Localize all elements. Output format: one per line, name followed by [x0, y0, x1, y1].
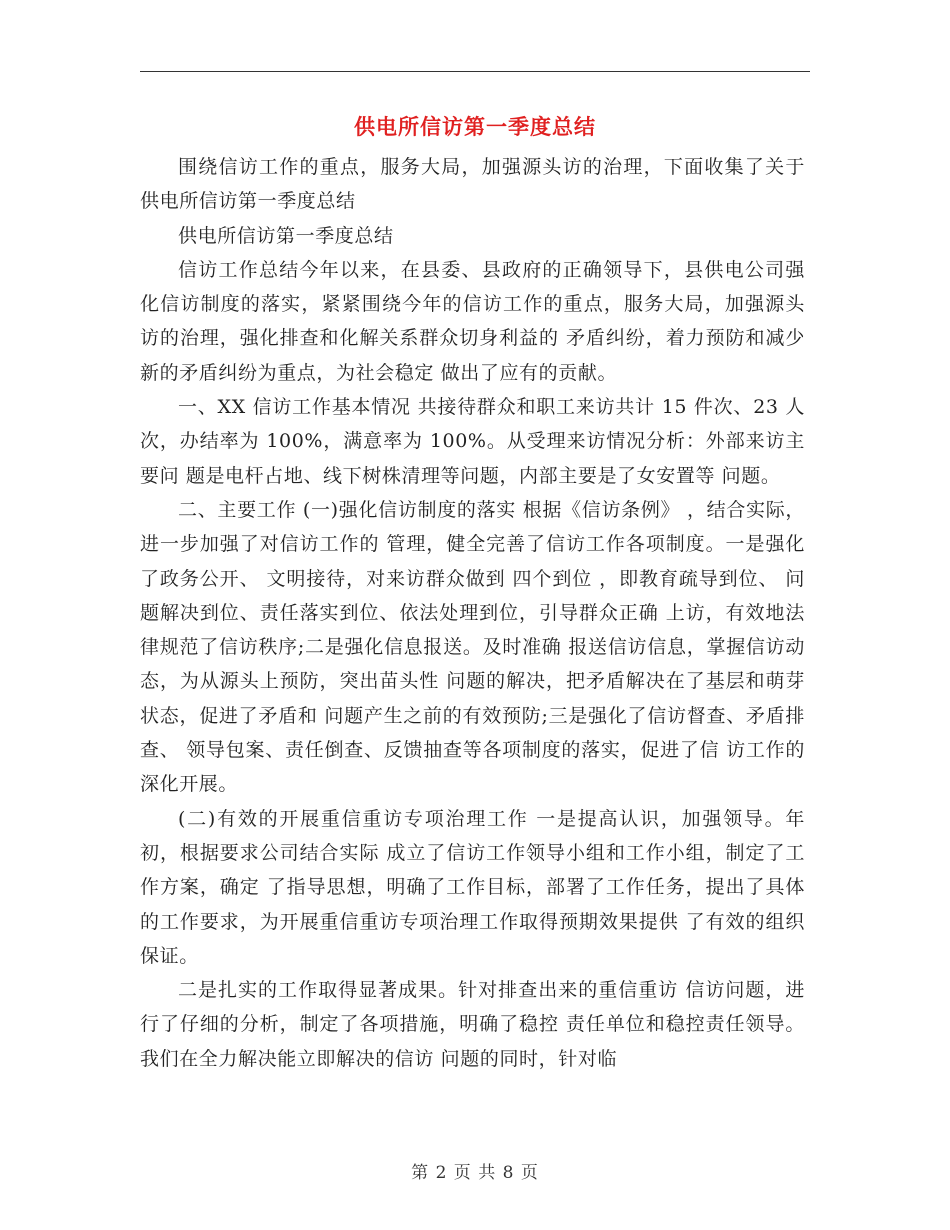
paragraph-section-one: 一、XX 信访工作基本情况 共接待群众和职工来访共计 15 件次、23 人次，办结率为 100%，满意率为 100%。从受理来访情况分析：外部来访主要问 题是电杆占地、线下树株清理等问题，内部主要是了女安置等 问题。	[140, 396, 805, 487]
page-number: 第 2 页 共 8 页	[411, 1163, 539, 1183]
paragraph-results: 二是扎实的工作取得显著成果。针对排查出来的重信重访 信访问题，进行了仔细的分析，制定了各项措施，明确了稳控 责任单位和稳控责任领导。我们在全力解决能立即解决的信访 问题的同时，针对临	[140, 979, 805, 1070]
paragraph-section-two-b: (二)有效的开展重信重访专项治理工作 一是提高认识，加强领导。年初，根据要求公司结合实际 成立了信访工作领导小组和工作小组，制定了工作方案，确定 了指导思想，明确了工作目标，部署了工作任务，提出了具体 的工作要求，为开展重信重访专项治理工作取得预期效果提供 了有效的组织保证。	[140, 807, 805, 967]
document-title: 供电所信访第一季度总结	[354, 114, 596, 139]
paragraph-subtitle: 供电所信访第一季度总结	[178, 224, 394, 247]
paragraph-intro: 围绕信访工作的重点，服务大局，加强源头访的治理，下面收集了关于供电所信访第一季度总结	[140, 156, 805, 213]
paragraph-summary: 信访工作总结今年以来，在县委、县政府的正确领导下，县供电公司强 化信访制度的落实，紧紧围绕今年的信访工作的重点，服务大局，加强源头访的治理，强化排查和化解关系群众切身利益的 矛盾纠纷，着力预防和减少新的矛盾纠纷为重点，为社会稳定 做出了应有的贡献。	[140, 258, 805, 384]
document-body	[140, 150, 805, 1076]
header-rule	[140, 71, 810, 72]
paragraph-section-two: 二、主要工作 (一)强化信访制度的落实 根据《信访条例》 ，结合实际，进一步加强了对信访工作的 管理，健全完善了信访工作各项制度。一是强化了政务公开、 文明接待，对来访群众做到 四个到位 ，即教育疏导到位、 问题解决到位、责任落实到位、依法处理到位，引导群众正确 上访，有效地法律规范了信访秩序;二是强化信息报送。及时准确 报送信访信息，掌握信访动态，为从源头上预防，突出苗头性 问题的解决，把矛盾解决在了基层和萌芽状态，促进了矛盾和 问题产生之前的有效预防;三是强化了信访督查、矛盾排查、 领导包案、责任倒查、反馈抽查等各项制度的落实，促进了信 访工作的深化开展。	[140, 498, 805, 796]
